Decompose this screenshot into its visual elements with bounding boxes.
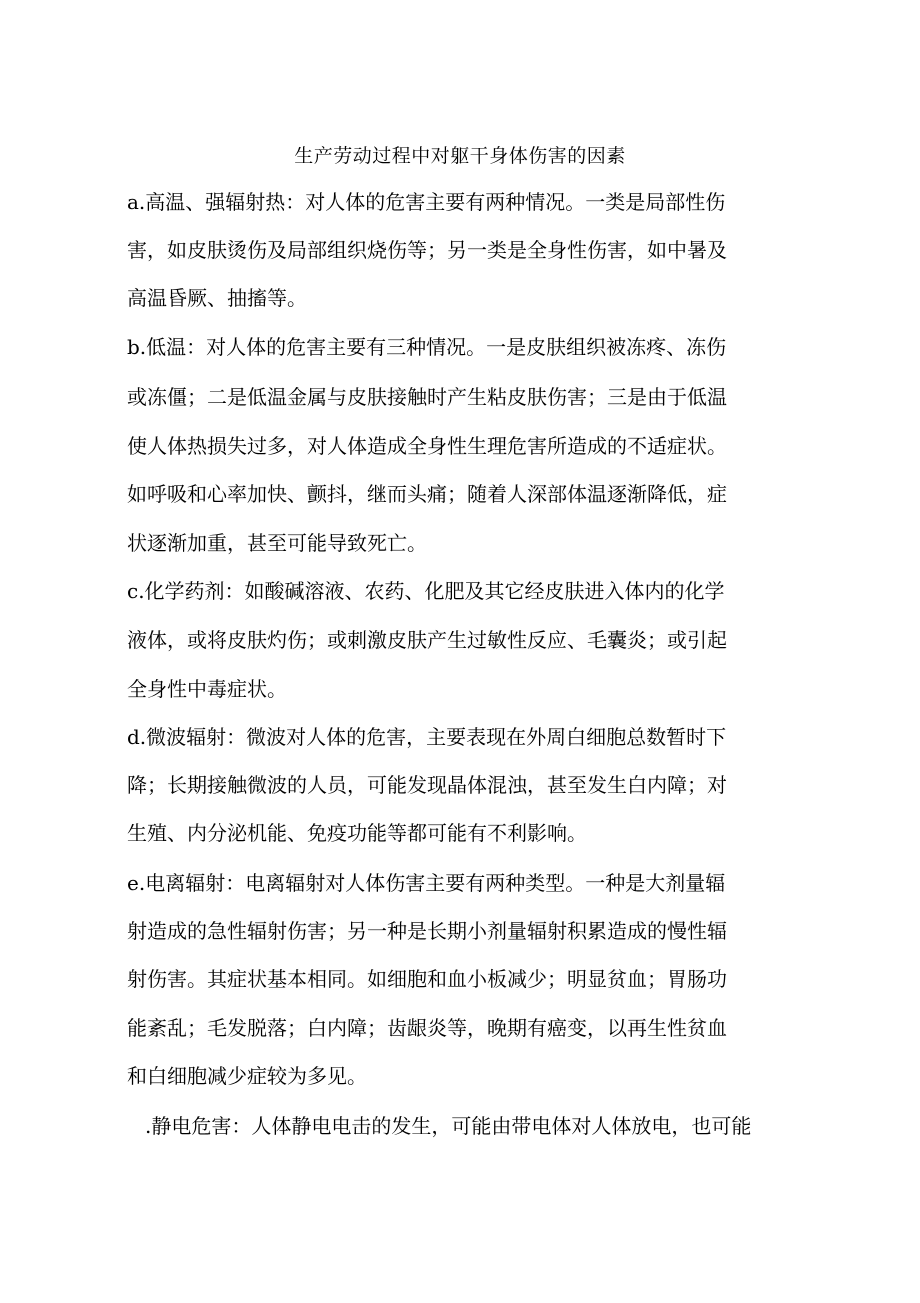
text-line: .静电危害：人体静电电击的发生，可能由带电体对人体放电，也可能 (145, 1114, 752, 1138)
text-line: 全身性中毒症状。 (127, 677, 287, 701)
text-line: 高温昏厥、抽搐等。 (127, 286, 307, 310)
text-line: 射造成的急性辐射伤害；另一种是长期小剂量辐射积累造成的慢性辐 (127, 919, 727, 943)
text-line: 或冻僵；二是低温金属与皮肤接触时产生粘皮肤伤害；三是由于低温 (127, 385, 727, 409)
text-line: 害，如皮肤烫伤及局部组织烧伤等；另一类是全身性伤害，如中暑及 (127, 238, 727, 262)
text-line: 生殖、内分泌机能、免疫功能等都可能有不利影响。 (127, 821, 587, 845)
text-line: 射伤害。其症状基本相同。如细胞和血小板减少；明显贫血；胃肠功 (127, 967, 727, 991)
text-line: b.低温：对人体的危害主要有三种情况。一是皮肤组织被冻疼、冻伤 (127, 335, 727, 359)
document-title: 生产劳动过程中对躯干身体伤害的因素 (294, 145, 626, 167)
text-line: 如呼吸和心率加快、颤抖，继而头痛；随着人深部体温逐渐降低，症 (127, 482, 727, 506)
text-line: a.高温、强辐射热：对人体的危害主要有两种情况。一类是局部性伤 (127, 190, 726, 214)
text-line: 和白细胞减少症较为多见。 (127, 1064, 367, 1088)
text-line: 液体，或将皮肤灼伤；或刺激皮肤产生过敏性反应、毛囊炎；或引起 (127, 628, 727, 652)
text-line: d.微波辐射：微波对人体的危害，主要表现在外周白细胞总数暂时下 (127, 725, 727, 749)
text-line: c.化学药剂：如酸碱溶液、农药、化肥及其它经皮肤进入体内的化学 (127, 579, 725, 603)
text-line: e.电离辐射：电离辐射对人体伤害主要有两种类型。一种是大剂量辐 (127, 871, 726, 895)
text-line: 使人体热损失过多，对人体造成全身性生理危害所造成的不适症状。 (127, 434, 727, 458)
text-line: 状逐渐加重，甚至可能导致死亡。 (127, 531, 427, 555)
text-line: 降；长期接触微波的人员，可能发现晶体混浊，甚至发生白内障；对 (127, 773, 727, 797)
text-line: 能紊乱；毛发脱落；白内障；齿龈炎等，晚期有癌变，以再生性贫血 (127, 1016, 727, 1040)
